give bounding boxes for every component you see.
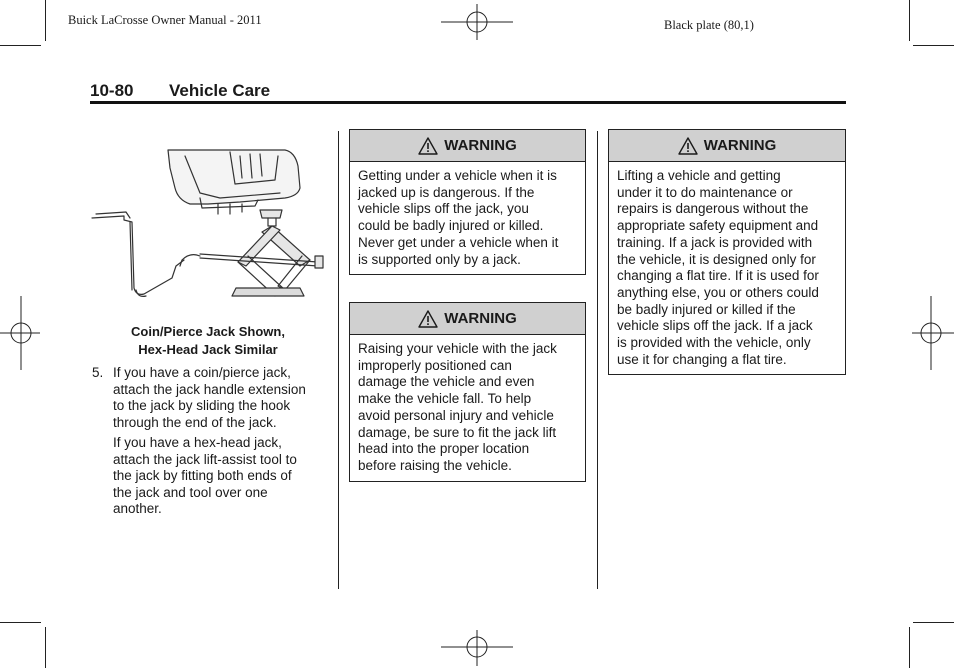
- text-line: If you have a hex-head jack,: [113, 435, 282, 450]
- jack-illustration: [90, 148, 330, 303]
- text-line: vehicle slips off the jack. If a jack: [617, 318, 813, 334]
- page-number: 10-80: [90, 81, 134, 100]
- warning-box: [608, 129, 846, 375]
- header-rule: [90, 101, 846, 104]
- text-line: jacked up is dangerous. If the: [358, 184, 535, 200]
- text-line: Never get under a vehicle when it: [358, 234, 559, 250]
- text-line: through the end of the jack.: [113, 414, 277, 430]
- figure-caption: [90, 323, 326, 359]
- step-text: [113, 365, 335, 431]
- text-line: damage, be sure to fit the jack lift: [358, 424, 557, 440]
- text-line: appropriate safety equipment and: [617, 218, 819, 234]
- warning-box: [349, 302, 586, 482]
- text-line: is supported only by a jack.: [358, 251, 521, 267]
- text-line: training. If a jack is provided with: [617, 234, 813, 250]
- text-line: the jack by fitting both ends of: [113, 468, 292, 484]
- text-line: If you have a coin/pierce jack,: [113, 365, 291, 380]
- crop-mark: [0, 45, 41, 46]
- crop-mark: [45, 627, 46, 668]
- text-line: under it to do maintenance or: [617, 184, 793, 200]
- text-line: the jack and tool over one: [113, 484, 268, 500]
- text-line: Lifting a vehicle and getting: [617, 168, 781, 183]
- text-line: repairs is dangerous without the: [617, 201, 809, 217]
- text-line: Raising your vehicle with the jack: [358, 341, 557, 356]
- text-line: anything else, you or others could: [617, 284, 819, 300]
- text-line: make the vehicle fall. To help: [358, 391, 532, 407]
- warning-label: WARNING: [444, 137, 517, 154]
- registration-mark-icon: [441, 630, 515, 666]
- text-line: is provided with the vehicle, only: [617, 335, 811, 351]
- text-line: be badly injured or killed if the: [617, 301, 796, 317]
- warning-text: [609, 162, 845, 374]
- text-line: use it for changing a flat tire.: [617, 351, 787, 367]
- text-line: before raising the vehicle.: [358, 457, 512, 473]
- warning-heading: [350, 303, 585, 335]
- caption-line: Hex-Head Jack Similar: [138, 342, 278, 357]
- warning-text: [350, 335, 585, 481]
- crop-mark: [909, 0, 910, 41]
- text-line: attach the jack lift-assist tool to: [113, 451, 297, 467]
- crop-mark: [909, 627, 910, 668]
- warning-text: [350, 162, 585, 274]
- warning-triangle-icon: [418, 137, 438, 155]
- text-line: vehicle slips off the jack, you: [358, 201, 529, 217]
- text-line: the vehicle, it is designed only for: [617, 251, 816, 267]
- text-line: to the jack by sliding the hook: [113, 398, 291, 414]
- warning-box: [349, 129, 586, 275]
- text-line: could be badly injured or killed.: [358, 218, 544, 234]
- step-text-hex: [113, 435, 335, 518]
- text-line: damage the vehicle and even: [358, 374, 535, 390]
- column-divider: [597, 131, 598, 589]
- crop-mark: [913, 45, 954, 46]
- crop-mark: [45, 0, 46, 41]
- warning-heading: [350, 130, 585, 162]
- registration-mark-icon: [441, 4, 515, 40]
- registration-mark-icon: [912, 296, 954, 370]
- step-number: 5.: [92, 365, 104, 380]
- text-line: avoid personal injury and vehicle: [358, 407, 554, 423]
- section-title: Vehicle Care: [169, 81, 271, 100]
- crop-mark: [913, 622, 954, 623]
- text-line: changing a flat tire. If it is used for: [617, 268, 819, 284]
- crop-mark: [0, 622, 41, 623]
- warning-triangle-icon: [418, 310, 438, 328]
- manual-title: Buick LaCrosse Owner Manual - 2011: [68, 13, 262, 27]
- warning-triangle-icon: [678, 137, 698, 155]
- warning-heading: [609, 130, 845, 162]
- text-line: head into the proper location: [358, 441, 530, 457]
- text-line: improperly positioned can: [358, 357, 512, 373]
- warning-label: WARNING: [703, 137, 777, 154]
- text-line: Getting under a vehicle when it is: [358, 168, 557, 183]
- warning-label: WARNING: [444, 310, 517, 327]
- plate-label: Black plate (80,1): [664, 18, 754, 32]
- caption-line: Coin/Pierce Jack Shown,: [131, 324, 285, 339]
- registration-mark-icon: [0, 296, 40, 370]
- text-line: attach the jack handle extension: [113, 381, 306, 397]
- column-divider: [338, 131, 339, 589]
- text-line: another.: [113, 501, 162, 517]
